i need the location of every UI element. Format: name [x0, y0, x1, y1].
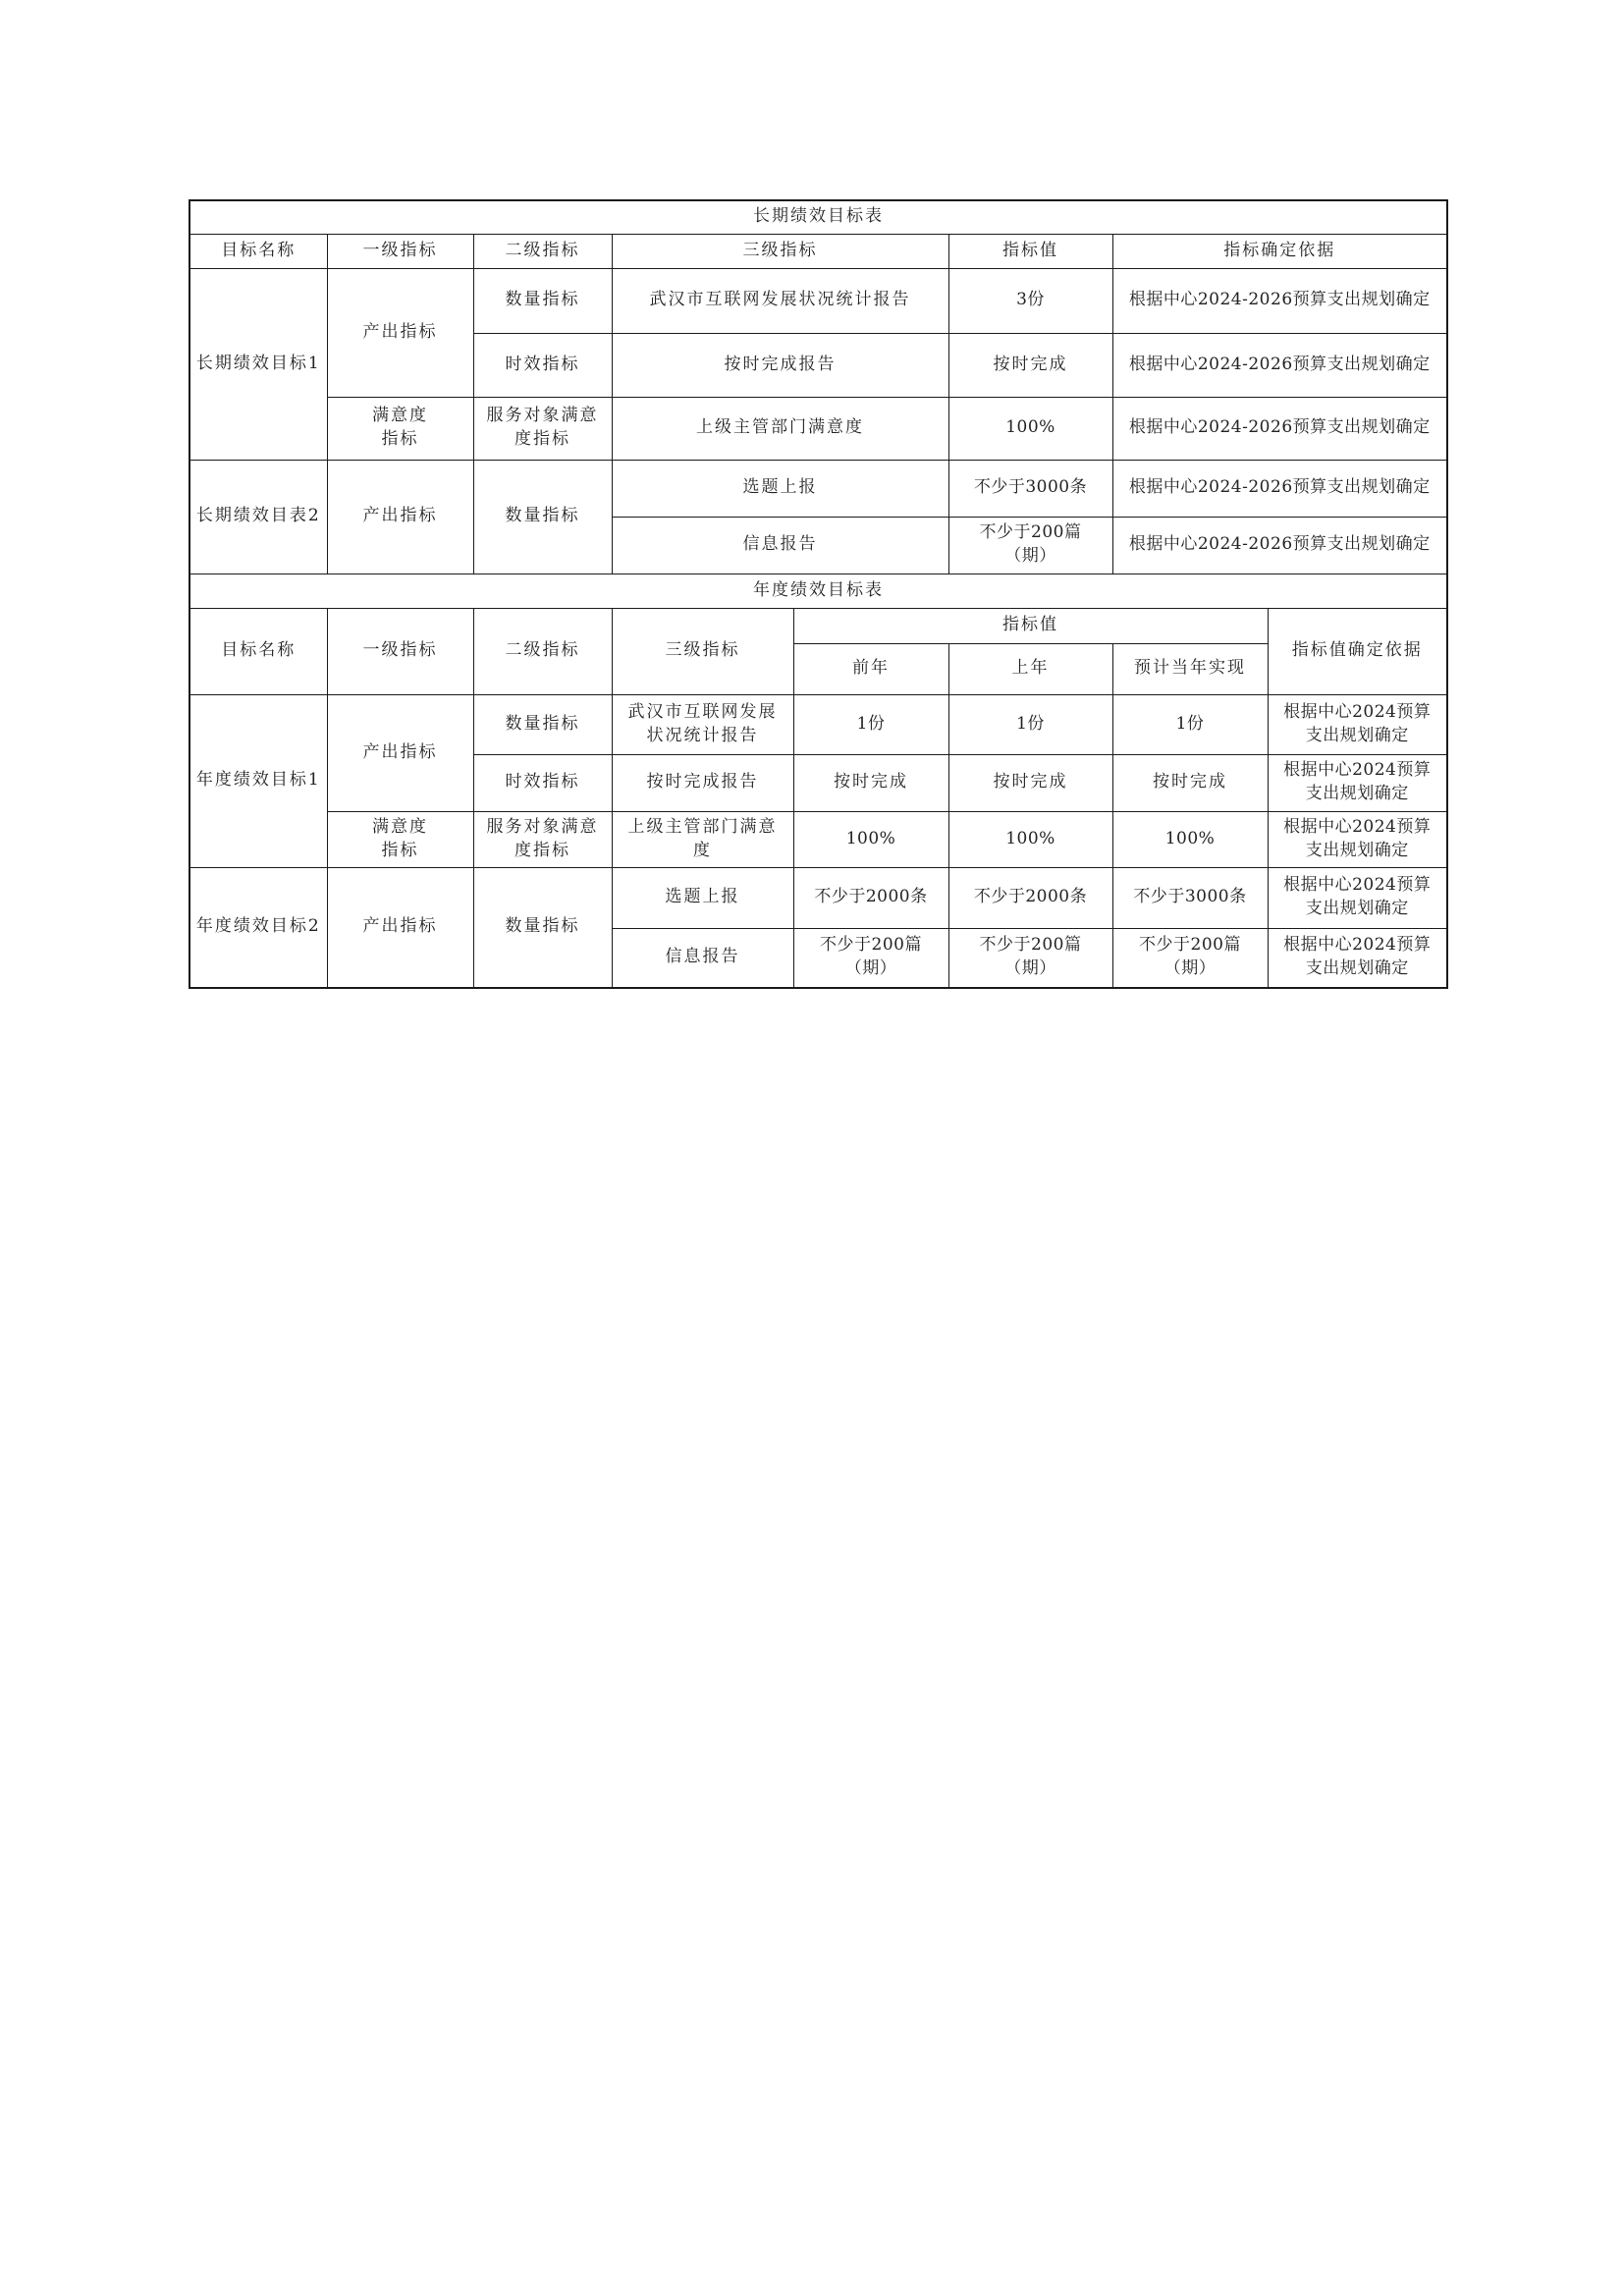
value-cell: 不少于3000条 [948, 460, 1112, 517]
prev-value-cell: 1份 [793, 694, 948, 754]
level2-cell: 时效指标 [473, 754, 612, 811]
basis-cell: 根据中心2024-2026预算支出规划确定 [1112, 268, 1447, 333]
level2-cell: 数量指标 [473, 867, 612, 988]
last-value-cell: 按时完成 [948, 754, 1112, 811]
goal-name-cell: 长期绩效目标1 [189, 268, 327, 460]
header-last-year: 上年 [948, 643, 1112, 694]
table-row [189, 397, 1447, 460]
basis-cell: 根据中心2024-2026预算支出规划确定 [1112, 397, 1447, 460]
header-goal-name: 目标名称 [189, 234, 327, 268]
value-cell: 100% [948, 397, 1112, 460]
table-row [189, 460, 1447, 517]
level1-cell: 产出指标 [327, 867, 473, 988]
long-term-header-row [189, 234, 1447, 268]
value-cell: 按时完成 [948, 333, 1112, 397]
goal-name-cell: 年度绩效目标2 [189, 867, 327, 988]
basis-cell: 根据中心2024预算 支出规划确定 [1268, 754, 1447, 811]
basis-cell: 根据中心2024预算 支出规划确定 [1268, 867, 1447, 928]
last-value-cell: 不少于2000条 [948, 867, 1112, 928]
long-term-title-row [189, 200, 1447, 234]
header-level1: 一级指标 [327, 234, 473, 268]
prev-value-cell: 按时完成 [793, 754, 948, 811]
level3-cell: 武汉市互联网发展 状况统计报告 [612, 694, 793, 754]
value-cell: 3份 [948, 268, 1112, 333]
last-value-cell: 1份 [948, 694, 1112, 754]
table-row [189, 867, 1447, 928]
basis-cell: 根据中心2024-2026预算支出规划确定 [1112, 517, 1447, 574]
prev-value-cell: 不少于2000条 [793, 867, 948, 928]
header-level3: 三级指标 [612, 608, 793, 694]
expected-value-cell: 按时完成 [1112, 754, 1268, 811]
expected-value-cell: 不少于3000条 [1112, 867, 1268, 928]
level1-cell: 满意度 指标 [327, 397, 473, 460]
header-expected-this-year: 预计当年实现 [1112, 643, 1268, 694]
header-value: 指标值 [793, 608, 1268, 643]
expected-value-cell: 不少于200篇 （期） [1112, 928, 1268, 988]
performance-goals-table [189, 199, 1448, 989]
level1-cell: 产出指标 [327, 694, 473, 811]
annual-table-title: 年度绩效目标表 [189, 574, 1447, 608]
level3-cell: 信息报告 [612, 517, 948, 574]
level1-cell: 满意度 指标 [327, 811, 473, 867]
level2-cell: 数量指标 [473, 460, 612, 574]
expected-value-cell: 1份 [1112, 694, 1268, 754]
prev-value-cell: 100% [793, 811, 948, 867]
goal-name-cell: 长期绩效目表2 [189, 460, 327, 574]
long-term-table-title: 长期绩效目标表 [189, 200, 1447, 234]
annual-header-row [189, 608, 1447, 643]
level3-cell: 选题上报 [612, 460, 948, 517]
basis-cell: 根据中心2024预算 支出规划确定 [1268, 928, 1447, 988]
value-cell: 不少于200篇 （期） [948, 517, 1112, 574]
level2-cell: 数量指标 [473, 268, 612, 333]
level3-cell: 武汉市互联网发展状况统计报告 [612, 268, 948, 333]
last-value-cell: 不少于200篇 （期） [948, 928, 1112, 988]
header-goal-name: 目标名称 [189, 608, 327, 694]
level2-cell: 服务对象满意 度指标 [473, 811, 612, 867]
level3-cell: 按时完成报告 [612, 333, 948, 397]
header-level2: 二级指标 [473, 608, 612, 694]
header-level1: 一级指标 [327, 608, 473, 694]
basis-cell: 根据中心2024预算 支出规划确定 [1268, 811, 1447, 867]
header-prev-year: 前年 [793, 643, 948, 694]
level3-cell: 选题上报 [612, 867, 793, 928]
header-level3: 三级指标 [612, 234, 948, 268]
level3-cell: 按时完成报告 [612, 754, 793, 811]
header-basis: 指标值确定依据 [1268, 608, 1447, 694]
prev-value-cell: 不少于200篇 （期） [793, 928, 948, 988]
header-level2: 二级指标 [473, 234, 612, 268]
table-row [189, 694, 1447, 754]
level2-cell: 数量指标 [473, 694, 612, 754]
basis-cell: 根据中心2024-2026预算支出规划确定 [1112, 460, 1447, 517]
header-basis: 指标确定依据 [1112, 234, 1447, 268]
table-row [189, 268, 1447, 333]
level3-cell: 上级主管部门满意 度 [612, 811, 793, 867]
header-value: 指标值 [948, 234, 1112, 268]
level3-cell: 信息报告 [612, 928, 793, 988]
level1-cell: 产出指标 [327, 460, 473, 574]
level2-cell: 时效指标 [473, 333, 612, 397]
expected-value-cell: 100% [1112, 811, 1268, 867]
annual-title-row [189, 574, 1447, 608]
level3-cell: 上级主管部门满意度 [612, 397, 948, 460]
level2-cell: 服务对象满意 度指标 [473, 397, 612, 460]
last-value-cell: 100% [948, 811, 1112, 867]
basis-cell: 根据中心2024-2026预算支出规划确定 [1112, 333, 1447, 397]
level1-cell: 产出指标 [327, 268, 473, 397]
goal-name-cell: 年度绩效目标1 [189, 694, 327, 867]
basis-cell: 根据中心2024预算 支出规划确定 [1268, 694, 1447, 754]
table-row [189, 811, 1447, 867]
